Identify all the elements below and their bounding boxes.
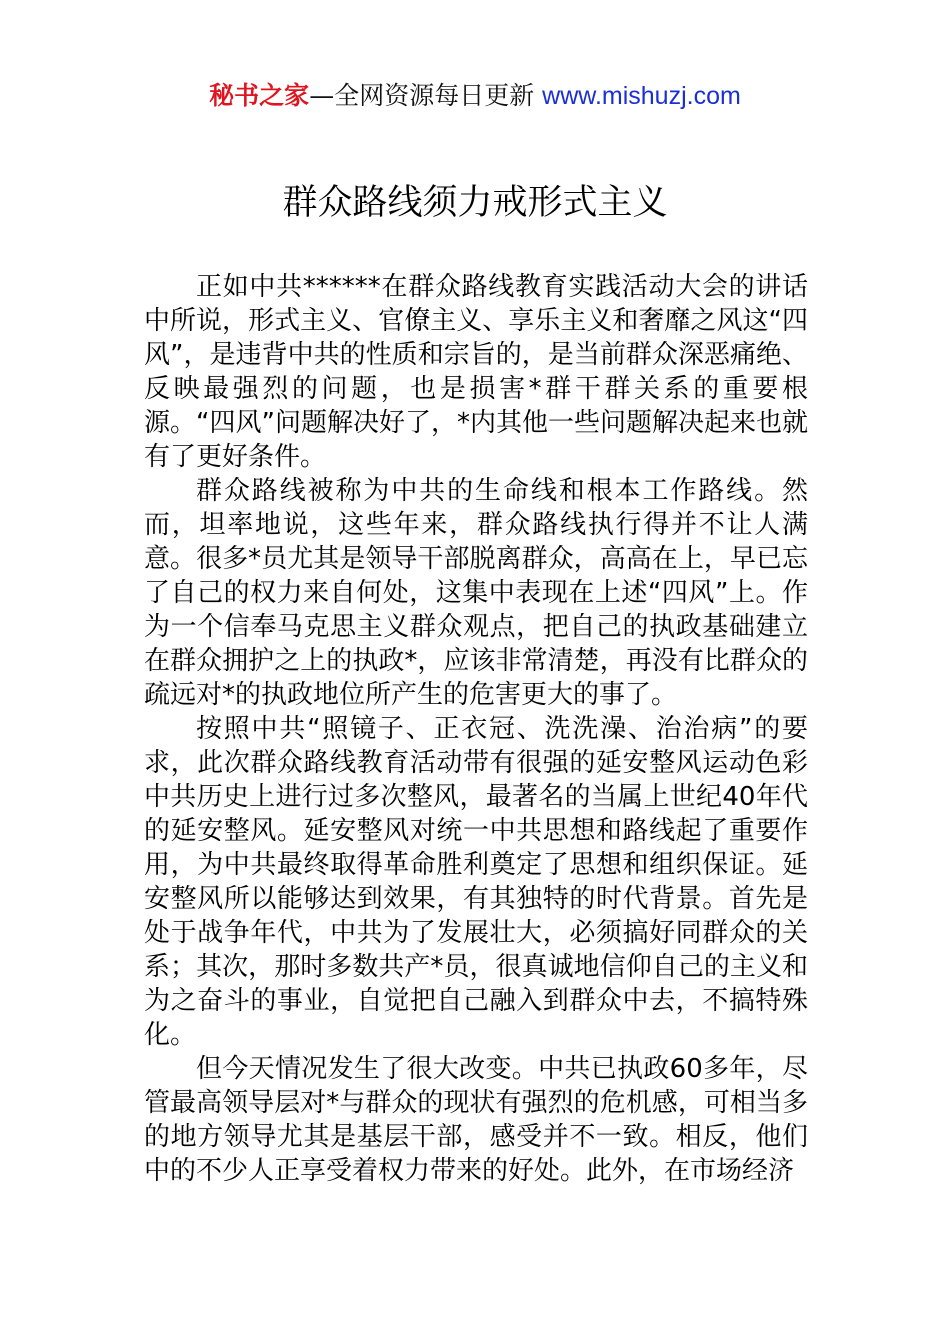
paragraph-1: 正如中共******在群众路线教育实践活动大会的讲话中所说，形式主义、官僚主义、享乐主义和奢靡之风这“四风”，是违背中共的性质和宗旨的，是当前群众深恶痛绝、反映最强烈的问题，也是损害*群干群关系的重要根源。“四风”问题解决好了，*内其他一些问题解决起来也就有了更好条件。 bbox=[144, 272, 808, 472]
document-title: 群众路线须力戒形式主义 bbox=[282, 183, 668, 223]
site-header bbox=[0, 78, 950, 114]
paragraph-2: 群众路线被称为中共的生命线和根本工作路线。然而，坦率地说，这些年来，群众路线执行得并不让人满意。很多*员尤其是领导干部脱离群众，高高在上，早已忘了自己的权力来自何处，这集中表现在上述“四风”上。作为一个信奉马克思主义群众观点，把自己的执政基础建立在群众拥护之上的执政*，应该非常清楚，再没有比群众的疏远对*的执政地位所产生的危害更大的事了。 bbox=[144, 476, 808, 710]
paragraph-4: 但今天情况发生了很大改变。中共已执政60多年，尽管最高领导层对*与群众的现状有强烈的危机感，可相当多的地方领导尤其是基层干部，感受并不一致。相反，他们中的不少人正享受着权力带来的好处。此外，在市场经济 bbox=[144, 1054, 808, 1186]
paragraph-3: 按照中共“照镜子、正衣冠、洗洗澡、治治病”的要求，此次群众路线教育活动带有很强的延安整风运动色彩中共历史上进行过多次整风，最著名的当属上世纪40年代的延安整风。延安整风对统一中共思想和路线起了重要作用，为中共最终取得革命胜利奠定了思想和组织保证。延安整风所以能够达到效果，有其独特的时代背景。首先是处于战争年代，中共为了发展壮大，必须搞好同群众的关系；其次，那时多数共产*员，很真诚地信仰自己的主义和为之奋斗的事业，自觉把自己融入到群众中去，不搞特殊化。 bbox=[144, 714, 808, 1050]
site-brand: 秘书之家 bbox=[209, 81, 310, 110]
site-slogan: —全网资源每日更新 bbox=[309, 81, 535, 110]
site-url-link[interactable]: www.mishuzj.com bbox=[542, 82, 741, 110]
document-body bbox=[144, 270, 808, 1188]
